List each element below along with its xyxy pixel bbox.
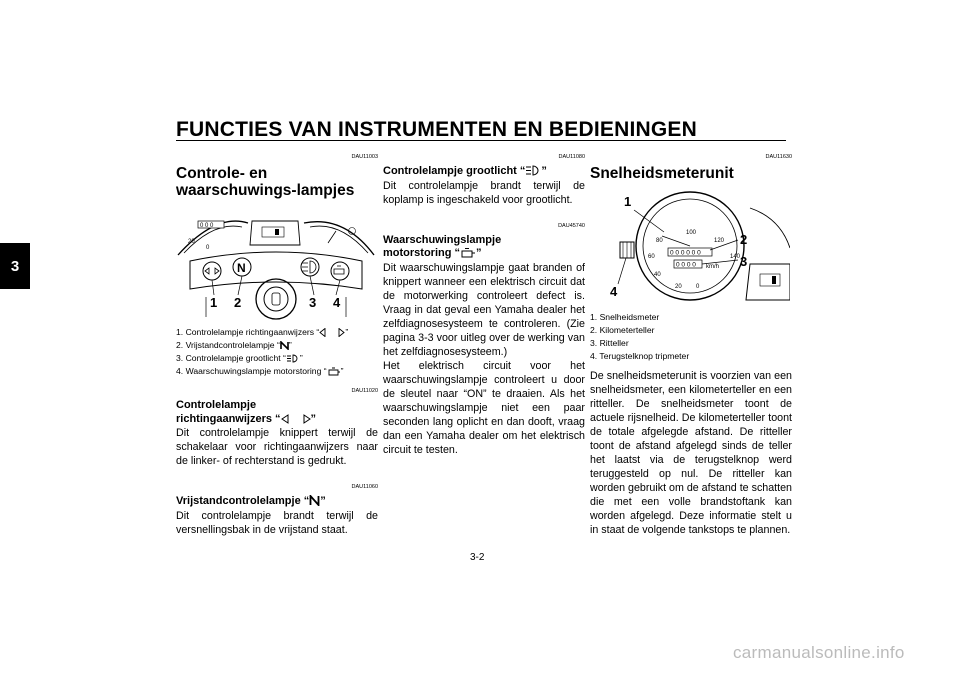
- page-header: FUNCTIES VAN INSTRUMENTEN EN BEDIENINGEN: [176, 118, 697, 141]
- caption-item: 4. Waarschuwingslampje motorstoring “ ”: [176, 366, 344, 376]
- page-number: 3-2: [470, 552, 485, 563]
- turn-signal-arrows-icon: [281, 414, 311, 424]
- body-high-beam: Dit controlelampje brandt terwijl de koplamp is ingeschakeld voor grootlicht.: [383, 179, 585, 206]
- section-heading-speedometer: Snelheidsmeterunit: [590, 165, 734, 182]
- subheading-turn-signal: Controlelampje richtingaanwijzers “ ”: [176, 399, 317, 425]
- speed-tick: 120: [714, 238, 725, 244]
- reference-code: DAU11080: [558, 154, 585, 160]
- figure-odometer-digits: 0 0 0: [200, 223, 214, 229]
- high-beam-icon: [525, 165, 541, 176]
- unit-label: km/h: [706, 264, 720, 270]
- body-engine-warning: Dit waarschuwingslampje gaat branden of knippert wanneer een elektrisch circuit dat de motorwerking controleert defect is. Vraag in dat geval een Yamaha dealer het zelfdiagnosesysteem te controleren. (Zie pagina 3-3 voor uitleg over de werking van het zelfdiagnosesysteem.): [383, 261, 585, 358]
- neutral-n-icon: [280, 341, 289, 350]
- figure-callout-4: 4: [333, 295, 341, 310]
- speed-tick: 40: [654, 272, 661, 278]
- body-neutral: Dit controlelampje brandt terwijl de versnellingsbak in de vrijstand staat.: [176, 509, 378, 536]
- body-speedometer: De snelheidsmeterunit is voorzien van een snelheidsmeter, een kilometerteller en een ritteller. De snelheidsmeter toont de actuele rijsnelheid. De kilometerteller toont de totale afgelegde afstand. De ritteller toont de afstand afgelegd sinds de teller het laatst via de terugstelknop werd teruggesteld op nul. De ritteller kan worden gebruikt om de afstand te schatten die met een volle brandstoftank kan worden afgelegd. Deze informatie stelt u in staat de volgende tankstops te plannen.: [590, 370, 792, 536]
- caption-item: 3. Ritteller: [590, 338, 629, 348]
- gauge-tick-label: 20: [188, 239, 195, 245]
- column-left: [176, 150, 378, 537]
- column-middle: [383, 150, 585, 457]
- section-heading-lamps: Controle- en waarschuwings-lampjes: [176, 165, 355, 199]
- subheading-neutral: Vrijstandcontrolelampje “ ”: [176, 495, 326, 507]
- figure-caption-list: [176, 326, 378, 378]
- column-right: [590, 150, 792, 537]
- speed-tick: 0: [696, 284, 700, 290]
- reference-code: DAU11630: [765, 154, 792, 160]
- subheading-engine-warning: Waarschuwingslampje motorstoring “ ”: [383, 233, 502, 259]
- odometer-digits: 0 0 0 0 0 0: [670, 249, 701, 257]
- figure-caption-list: [590, 311, 792, 363]
- caption-item: 4. Terugstelknop tripmeter: [590, 351, 690, 361]
- section-tab: 3: [0, 243, 30, 289]
- caption-item: 2. Kilometerteller: [590, 325, 655, 335]
- engine-warning-icon: [327, 367, 341, 376]
- figure-callout-1: 1: [624, 194, 632, 209]
- high-beam-icon: [286, 354, 300, 363]
- neutral-n-icon: N: [237, 261, 246, 275]
- trip-digits: 0 0 0 0: [676, 261, 696, 269]
- speed-tick: 20: [675, 284, 682, 290]
- speed-tick: 60: [648, 254, 655, 260]
- reference-code: DAU45740: [558, 222, 585, 229]
- figure-callout-1: 1: [210, 295, 218, 310]
- figure-callout-2: 2: [234, 295, 242, 310]
- figure-callout-3: 3: [309, 295, 317, 310]
- caption-item: 2. Vrijstandcontrolelampje “ ”: [176, 340, 292, 350]
- figure-callout-2: 2: [740, 232, 748, 247]
- engine-warning-icon: [460, 247, 476, 258]
- figure-callout-4: 4: [610, 284, 618, 299]
- reference-code: DAU11020: [351, 388, 378, 394]
- speed-tick: 80: [656, 238, 663, 244]
- figure-callout-3: 3: [740, 254, 748, 269]
- reference-code: DAU11003: [351, 154, 378, 160]
- body-turn-signal: Dit controlelampje knippert terwijl de schakelaar voor richtingaanwijzers naar de linker- of rechterstand is gedrukt.: [176, 427, 378, 467]
- speed-tick: 140: [730, 254, 741, 260]
- speed-tick: 100: [686, 230, 697, 236]
- reference-code: DAU11060: [351, 484, 378, 490]
- turn-signal-arrows-icon: [319, 328, 345, 337]
- indicator-panel-figure: [176, 205, 376, 323]
- body-engine-warning-test: Het elektrisch circuit voor het waarschuwingslampje controleert u door de sleutel naar “ON” te draaien. Als het waarschuwingslampje niet een paar seconden lang oplicht en dan dooft, vraag dan een Yamaha dealer om het elektrisch circuit te testen.: [383, 359, 585, 456]
- watermark: carmanualsonline.info: [733, 643, 905, 662]
- speedometer-figure: [590, 188, 790, 308]
- gauge-tick-label: 0: [206, 245, 210, 251]
- caption-item: 1. Snelheidsmeter: [590, 312, 660, 322]
- header-rule: [176, 140, 786, 141]
- caption-item: 3. Controlelampje grootlicht “ ”: [176, 353, 303, 363]
- neutral-n-icon: [309, 495, 320, 506]
- subheading-high-beam: Controlelampje grootlicht “ ”: [383, 165, 547, 177]
- caption-item: 1. Controlelampje richtingaanwijzers “ ”: [176, 327, 349, 337]
